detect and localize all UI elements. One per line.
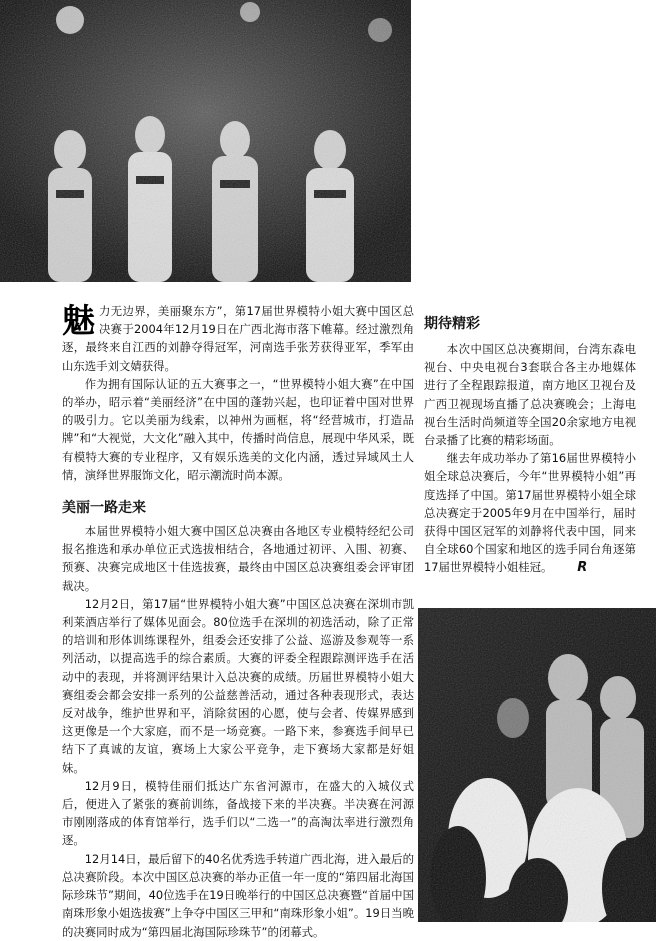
section2-paragraph-text: 继去年成功举办了第16届世界模特小姐全球总决赛后，今年“世界模特小姐”再度选择了中国。第17届世界模特小姐全球总决赛定于2005年9月在中国举行，届时获得中国区冠军的刘静将代表中国，同来自全球60个国家和地区的选手同台角逐第17届世界模特小姐桂冠。 — [424, 451, 636, 575]
section1-paragraph: 12月2日，第17届“世界模特小姐大赛”中国区总决赛在深圳市凯利莱酒店举行了媒体见面会。80位选手在深圳的初选活动，除了正常的培训和形体训练课程外，组委会还安排了公益、巡游及参观等一系列活动，以提高选手的综合素质。大赛的评委全程跟踪测评选手在活动中的表现，并将测评结果计入总决赛的成绩。历届世界模特小姐大赛组委会都会安排一系列的公益慈善活动，通过各种表现形式，表达反对战争，维护世界和平，消除贫困的心愿，使与会者、传媒界感到这更像是一个大家庭，而不是一场竞赛。一路下来，参赛选手间早已结下了真诚的友谊，赛场上大家公平竞争，走下赛场大家都是好姐妹。 — [62, 596, 414, 775]
intro-paragraph — [62, 302, 414, 375]
section-heading-beauty-journey: 美丽一路走来 — [62, 500, 146, 517]
model-crowd-photo-image — [418, 608, 656, 922]
main-article-column — [62, 302, 414, 941]
side-article-column — [424, 314, 636, 578]
crowd-photo — [418, 608, 656, 922]
intro-paragraph-text: 力无边界，美丽聚东方”，第17届世界模特小姐大赛中国区总决赛于2004年12月19日在广西北海市落下帷幕。经过激烈角逐，最终来自江西的刘静夺得冠军，河南选手张芳获得亚军，季军由山东选手刘文婧获得。 — [62, 304, 414, 373]
group-photo-image — [0, 0, 411, 282]
section-heading-expect-excitement: 期待精彩 — [424, 316, 480, 332]
section1-paragraph: 12月9日，模特佳丽们抵达广东省河源市，在盛大的入城仪式后，便进入了紧张的赛前训练，备战接下来的半决赛。半决赛在河源市刚刚落成的体育馆举行，选手们以“二选一”的高淘汰率进行激烈角逐。 — [62, 778, 414, 848]
section1-paragraph: 本届世界模特小姐大赛中国区总决赛由各地区专业模特经纪公司报名推选和承办单位正式选拔相结合，各地通过初评、入围、初赛、预赛、决赛完成地区十佳选拔赛，最终由中国区总决赛组委会评审团裁决。 — [62, 524, 414, 593]
section2-paragraph — [424, 449, 636, 577]
intro-paragraph-2: 作为拥有国际认证的五大赛事之一，“世界模特小姐大赛”在中国的举办，昭示着“美丽经济”在中国的蓬勃兴起，也印证着中国对世界的吸引力。它以美丽为线索，以神州为画框，将“经营城市，打造品牌”和“大视觉，大文化”融入其中，传播时尚信息，展现中华风采，既有模特大赛的专业程序，又有娱乐选美的文化内涵，透过异域风土人情，演绎世界服饰文化，昭示潮流时尚本源。 — [62, 376, 414, 482]
section2-paragraph: 本次中国区总决赛期间，台湾东森电视台、中央电视台3套联合各主办地媒体进行了全程跟踪报道，南方地区卫视台及广西卫视现场直播了总决赛晚会；上海电视台生活时尚频道等全国20余家地方电视台录播了比赛的精彩场面。 — [424, 342, 636, 448]
group-photo — [0, 0, 411, 282]
end-mark: R — [577, 560, 588, 576]
drop-cap: 魅 — [62, 301, 95, 340]
section1-paragraph: 12月14日，最后留下的40名优秀选手转道广西北海，进入最后的总决赛阶段。本次中国区总决赛的举办正值一年一度的“第四届北海国际珍珠节”期间，40位选手在19日晚举行的中国区总决赛暨“首届中国南珠形象小姐选拔赛”上争夺中国区三甲和“南珠形象小姐”。19日当晚的决赛同时成为“第四届北海国际珍珠节”的闭幕式。 — [62, 851, 414, 939]
